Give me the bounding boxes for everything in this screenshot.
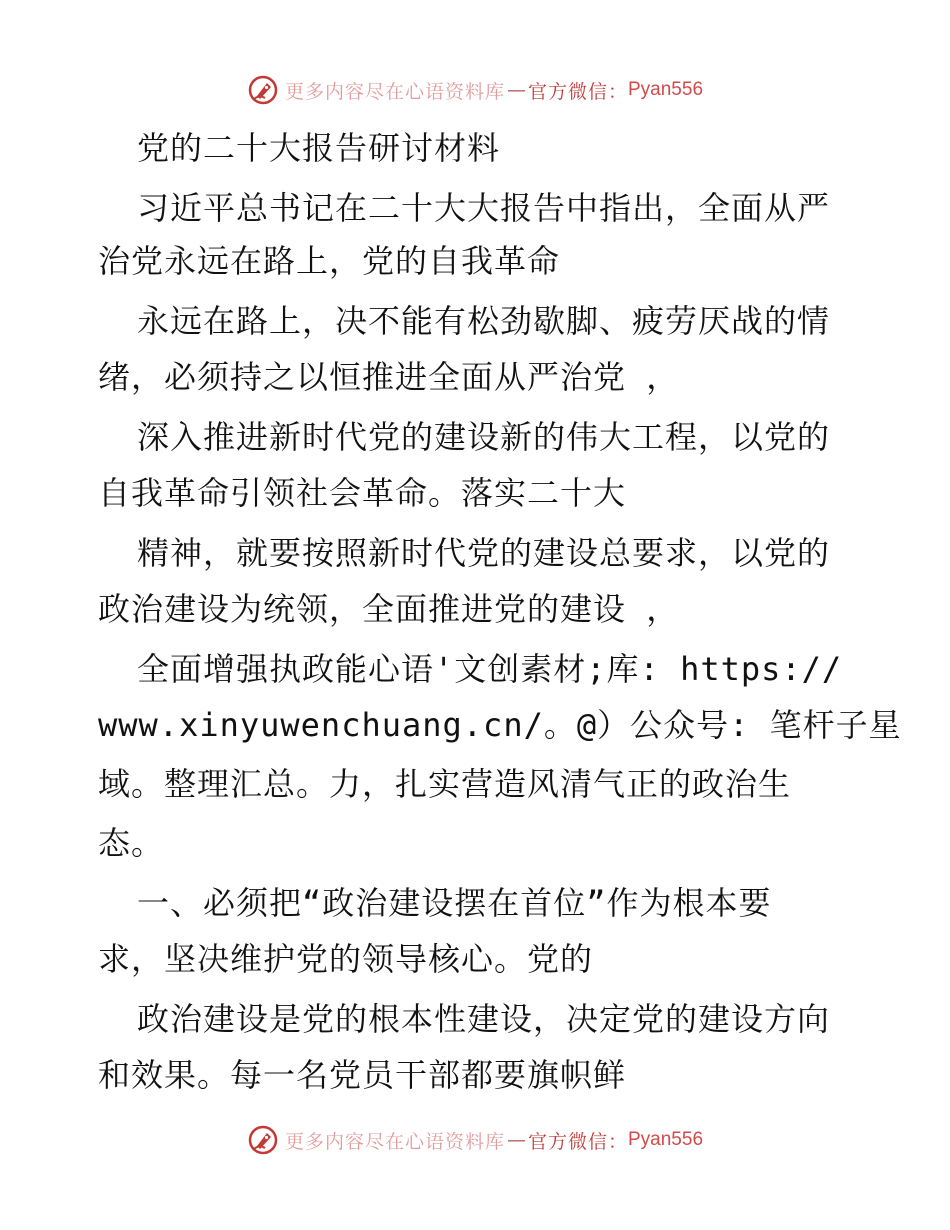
- watermark-wechat-id: Pyan556: [628, 1129, 704, 1150]
- pen-nib-logo-icon: [247, 1124, 279, 1156]
- document-line: 绪，必须持之以恒推进全面从严治党 ，: [98, 358, 680, 396]
- document-line: 治党永远在路上，党的自我革命: [98, 242, 561, 280]
- document-line: 求，坚决维护党的领导核心。党的: [98, 940, 594, 978]
- document-line: 态。: [98, 824, 165, 862]
- document-line: 域。整理汇总。力，扎实营造风清气正的政治生: [98, 765, 792, 803]
- document-title: 党的二十大报告研讨材料: [137, 129, 501, 167]
- document-line: 政治建设为统领，全面推进党的建设 ，: [98, 590, 680, 628]
- document-line: 政治建设是党的根本性建设，决定党的建设方向: [137, 1000, 831, 1038]
- document-line: 一、必须把“政治建设摆在首位”作为根本要: [137, 884, 772, 922]
- watermark-wechat-label: 官方微信：: [527, 80, 628, 103]
- watermark-main-text: 更多内容尽在心语资料库: [284, 80, 505, 103]
- document-line: www.xinyuwenchuang.cn/。@）公众号: 笔杆子星: [98, 706, 902, 744]
- watermark-wechat-label: 官方微信：: [527, 1130, 628, 1153]
- watermark-wechat-id: Pyan556: [628, 79, 704, 100]
- document-line: 和效果。每一名党员干部都要旗帜鲜: [98, 1056, 627, 1094]
- document-line: 精神，就要按照新时代党的建设总要求，以党的: [137, 534, 831, 572]
- watermark-banner-bottom: [0, 1120, 950, 1160]
- watermark-main-text: 更多内容尽在心语资料库: [284, 1130, 505, 1153]
- document-line: 自我革命引领社会革命。落实二十大: [98, 474, 627, 512]
- document-line: 全面增强执政能心语'文创素材;库: https://: [137, 650, 843, 688]
- document-line: 永远在路上，决不能有松劲歇脚、疲劳厌战的情: [137, 302, 831, 340]
- watermark-banner-top: [0, 70, 950, 110]
- watermark-separator: —: [506, 1129, 526, 1151]
- watermark-separator: —: [506, 79, 526, 101]
- document-line: 习近平总书记在二十大大报告中指出，全面从严: [137, 189, 831, 227]
- pen-nib-logo-icon: [247, 74, 279, 106]
- document-line: 深入推进新时代党的建设新的伟大工程，以党的: [137, 418, 831, 456]
